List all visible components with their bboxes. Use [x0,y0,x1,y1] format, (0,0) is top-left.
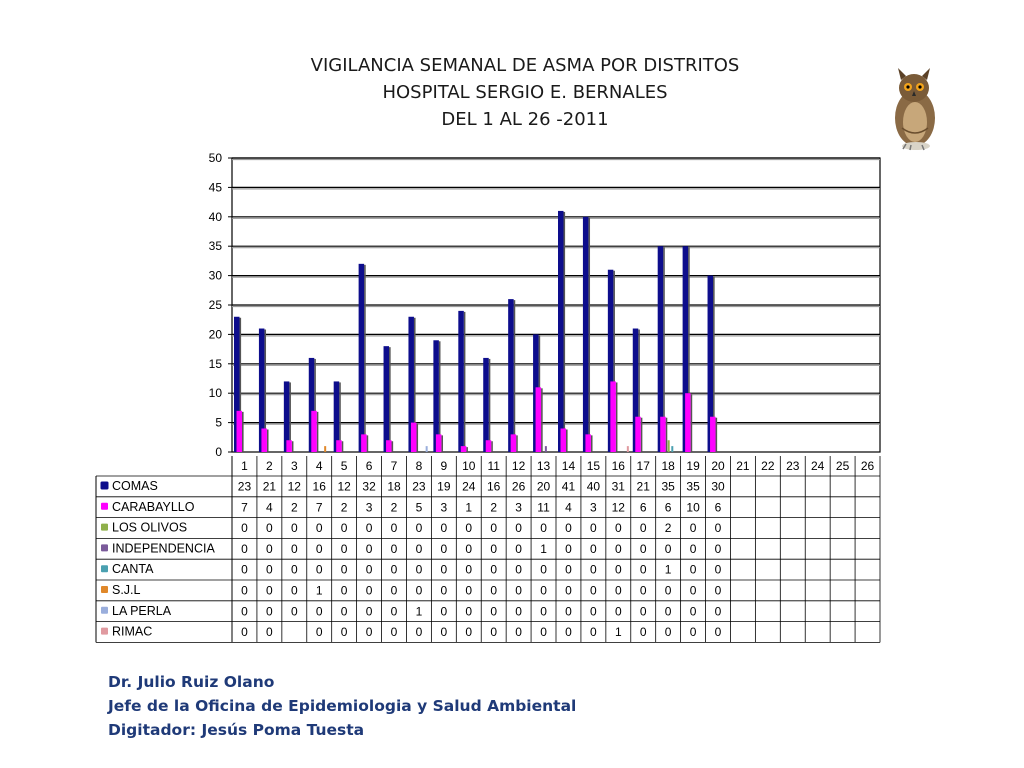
x-category-label: 8 [415,459,423,473]
table-cell-value: 0 [315,541,323,556]
table-cell-value: 0 [290,562,298,577]
table-cell-value: 0 [440,625,448,640]
data-table [96,456,880,642]
bar-comas-wk6 [359,264,365,452]
table-cell-value: 0 [590,521,597,536]
bar-carabayllo-wk14 [561,428,567,452]
y-tick-label: 10 [208,386,222,401]
bar-carabayllo-wk19 [685,393,691,452]
x-category-label: 6 [365,459,373,473]
x-category-label: 12 [511,459,526,473]
legend-swatch-rimac [101,628,108,635]
footer-digitizer: Digitador: Jesús Poma Tuesta [108,721,365,739]
y-tick-label: 30 [208,268,222,283]
table-cell-value: 1 [415,604,423,619]
table-cell-value: 0 [515,562,522,577]
legend-swatch-canta [101,565,108,572]
bar-shadow [541,388,543,452]
table-cell-value: 0 [415,625,423,640]
table-cell-value: 0 [390,604,398,619]
table-cell-value: 0 [490,541,498,556]
y-tick-label: 40 [208,209,222,224]
bar-carabayllo-wk12 [511,434,516,452]
table-cell-value: 0 [390,625,398,640]
bar-shadow [392,441,394,452]
x-category-label: 3 [290,459,298,473]
table-cell-value: 0 [565,583,572,598]
table-cell-value: 0 [714,583,722,598]
y-tick-label: 15 [208,356,222,371]
table-cell-value: 0 [689,562,697,577]
table-cell-value: 0 [714,562,722,577]
table-cell-value: 0 [515,521,522,536]
bar-shadow [441,435,443,452]
table-cell-value: 0 [590,625,597,640]
table-cell-value: 0 [590,604,597,619]
legend-swatch-s-j-l [101,586,108,593]
bar-carabayllo-wk5 [336,440,342,452]
table-cell-value: 32 [362,479,376,494]
table-cell-value: 0 [515,583,522,598]
bar-canta-wk18 [671,446,673,452]
bar-carabayllo-wk4 [311,411,317,452]
x-category-label: 5 [340,459,348,473]
table-cell-value: 0 [614,541,622,556]
x-category-label: 17 [636,459,650,473]
y-tick-label: 5 [215,415,222,430]
table-cell-value: 21 [636,479,650,494]
table-cell-value: 0 [639,604,647,619]
bar-rimac-wk16 [627,446,629,452]
bar-shadow [416,424,418,452]
table-cell-value: 0 [465,562,473,577]
table-cell-value: 0 [515,625,522,640]
table-cell-value: 0 [465,521,473,536]
table-cell-value: 0 [365,562,373,577]
bar-carabayllo-wk7 [386,440,392,452]
table-cell-value: 4 [565,500,572,515]
table-cell-value: 24 [462,479,476,494]
table-cell-value: 0 [241,562,248,577]
table-cell-value: 0 [490,583,498,598]
bar-los-olivos-wk18 [668,440,670,452]
table-cell-value: 0 [415,562,423,577]
table-cell-value: 12 [287,479,301,494]
table-cell-value: 0 [390,521,398,536]
x-category-label: 24 [811,459,825,473]
table-cell-value: 4 [266,500,273,515]
legend-label-rimac: RIMAC [112,624,153,639]
chart-title-line-2: HOSPITAL SERGIO E. BERNALES [382,82,668,103]
table-cell-value: 1 [664,562,672,577]
bar-shadow [666,418,668,452]
table-cell-value: 0 [340,583,348,598]
table-cell-value: 0 [241,604,248,619]
x-category-label: 10 [462,459,476,473]
y-tick-label: 35 [208,239,222,254]
table-cell-value: 0 [266,625,273,640]
x-category-label: 22 [761,459,775,473]
table-cell-value: 2 [290,500,298,515]
table-cell-value: 0 [664,625,672,640]
legend-label-la-perla: LA PERLA [112,603,172,618]
bar-comas-wk11 [483,358,489,452]
bar-carabayllo-wk6 [361,434,367,452]
table-cell-value: 0 [714,521,722,536]
table-cell-value: 0 [689,604,697,619]
bar-shadow [367,435,369,452]
table-cell-value: 40 [586,479,601,494]
x-category-label: 26 [860,459,875,473]
table-cell-value: 35 [686,479,700,494]
bar-comas-wk10 [458,311,464,452]
table-cell-value: 0 [664,604,672,619]
table-cell-value: 21 [262,479,277,494]
table-cell-value: 0 [614,604,622,619]
table-cell-value: 0 [565,521,572,536]
table-cell-value: 0 [565,604,572,619]
table-cell-value: 0 [340,541,348,556]
legend-label-canta: CANTA [112,562,154,577]
table-cell-value: 23 [412,479,426,494]
table-cell-value: 0 [290,583,298,598]
table-cell-value: 0 [540,562,547,577]
bar-shadow [691,394,693,452]
table-cell-value: 0 [365,625,373,640]
bar-carabayllo-wk20 [710,417,716,452]
table-cell-value: 20 [536,479,551,494]
legend-label-los-olivos: LOS OLIVOS [112,520,188,535]
table-cell-value: 2 [490,500,498,515]
table-cell-value: 0 [290,604,298,619]
bar-comas-wk15 [583,217,589,452]
table-cell-value: 0 [590,541,597,556]
table-cell-value: 0 [266,562,273,577]
x-category-label: 1 [241,459,248,473]
y-tick-label: 50 [208,151,222,165]
table-cell-value: 0 [415,541,423,556]
footer-doctor-name: Dr. Julio Ruiz Olano [108,673,275,691]
table-cell-value: 2 [664,521,672,536]
table-cell-value: 0 [540,521,547,536]
bar-shadow [292,441,294,452]
bar-shadow [466,447,468,452]
bar-carabayllo-wk8 [411,423,417,452]
bar-shadow [564,212,566,452]
bar-carabayllo-wk9 [436,434,442,452]
legend-swatch-comas [101,482,108,489]
table-cell-value: 16 [312,479,326,494]
table-cell-value: 0 [664,583,672,598]
table-cell-value: 2 [340,500,348,515]
table-cell-value: 1 [540,541,547,556]
x-category-label: 16 [611,459,625,473]
legend-label-independencia: INDEPENDENCIA [112,541,215,556]
chart-title-line-1: VIGILANCIA SEMANAL DE ASMA POR DISTRITOS [310,55,740,76]
footer-credits [108,670,576,742]
legend-label-comas: COMAS [112,479,158,493]
table-cell-value: 0 [340,604,348,619]
legend-swatch-independencia [101,544,108,551]
table-cell-value: 0 [639,562,647,577]
footer-office: Jefe de la Oficina de Epidemiologia y Salud Ambiental [108,697,577,715]
bar-carabayllo-wk13 [536,387,542,452]
table-cell-value: 41 [561,479,576,494]
table-cell-value: 0 [365,604,373,619]
table-cell-value: 12 [611,500,625,515]
bar-shadow [464,312,466,452]
x-category-label: 7 [390,459,398,473]
table-cell-value: 0 [590,583,597,598]
bar-shadow [516,435,518,452]
bar-shadow [641,418,643,452]
table-cell-value: 12 [337,479,351,494]
table-cell-value: 0 [614,521,622,536]
table-cell-value: 0 [241,625,248,640]
table-cell-value: 0 [340,562,348,577]
y-tick-label: 45 [208,180,222,195]
table-cell-value: 0 [465,604,473,619]
bar-shadow [566,429,568,452]
table-cell-value: 0 [639,625,647,640]
x-category-label: 9 [440,459,448,473]
legend-swatch-los-olivos [101,524,108,531]
table-cell-value: 0 [390,583,398,598]
table-cell-value: 0 [415,583,423,598]
table-cell-value: 0 [440,604,448,619]
y-tick-label: 25 [208,298,222,312]
table-cell-value: 0 [689,625,697,640]
bar-shadow [489,359,491,452]
table-cell-value: 3 [590,500,597,515]
table-cell-value: 0 [590,562,597,577]
bar-shadow [491,441,493,452]
table-cell-value: 0 [315,521,323,536]
bar-carabayllo-wk15 [585,434,591,452]
table-cell-value: 1 [465,500,473,515]
table-cell-value: 0 [465,625,473,640]
table-cell-value: 0 [515,541,522,556]
table-cell-value: 0 [565,625,572,640]
bar-carabayllo-wk18 [660,417,666,452]
table-cell-value: 0 [639,583,647,598]
x-category-label: 19 [686,459,700,473]
table-cell-value: 0 [465,583,473,598]
table-cell-value: 0 [440,521,448,536]
table-cell-value: 0 [440,541,448,556]
x-category-label: 13 [536,459,551,473]
table-cell-value: 6 [639,500,647,515]
table-cell-value: 3 [440,500,448,515]
table-cell-value: 0 [365,583,373,598]
table-cell-value: 0 [614,562,622,577]
table-cell-value: 7 [315,500,323,515]
table-cell-value: 0 [415,521,423,536]
table-cell-value: 0 [266,521,273,536]
bar-shadow [716,418,718,452]
table-cell-value: 6 [664,500,672,515]
table-cell-value: 0 [365,521,373,536]
bar-comas-wk12 [508,299,513,452]
bar-shadow [591,435,593,452]
table-cell-value: 11 [537,500,550,515]
table-cell-value: 0 [565,541,572,556]
table-cell-value: 0 [266,604,273,619]
table-cell-value: 0 [340,625,348,640]
table-cell-value: 0 [315,604,323,619]
legend-swatch-carabayllo [101,503,108,510]
table-cell-value: 0 [315,562,323,577]
table-cell-value: 0 [241,541,248,556]
bar-comas-wk7 [384,346,390,452]
x-category-label: 25 [835,459,850,473]
table-cell-value: 0 [664,541,672,556]
table-cell-value: 16 [487,479,501,494]
table-cell-value: 26 [511,479,526,494]
table-cell-value: 2 [390,500,398,515]
table-cell-value: 35 [661,479,675,494]
y-axis-ticks [209,151,232,459]
bar-carabayllo-wk10 [461,446,467,452]
bar-la-perla-wk8 [426,446,428,452]
legend-label-carabayllo: CARABAYLLO [112,499,195,514]
table-cell-value: 0 [365,541,373,556]
table-cell-value: 0 [540,583,547,598]
x-category-label: 21 [736,459,750,473]
bar-shadow [616,382,618,452]
table-cell-value: 0 [490,604,498,619]
table-cell-value: 0 [639,521,647,536]
bar-shadow [342,441,344,452]
x-category-label: 23 [786,459,800,473]
bar-shadow [317,412,319,452]
table-cell-value: 0 [540,604,547,619]
table-cell-value: 5 [415,500,423,515]
table-cell-value: 23 [237,479,252,494]
table-cell-value: 0 [340,521,348,536]
bar-independencia-wk13 [545,446,547,452]
x-category-label: 11 [487,459,500,473]
bar-carabayllo-wk1 [237,411,243,452]
table-cell-value: 0 [390,541,398,556]
bar-shadow [389,347,391,452]
table-cell-value: 0 [490,562,498,577]
x-category-label: 2 [266,459,273,473]
table-cell-value: 0 [689,521,697,536]
bar-carabayllo-wk2 [261,428,267,452]
table-cell-value: 30 [711,479,725,494]
table-cell-value: 3 [365,500,373,515]
table-cell-value: 0 [290,521,298,536]
grid-lines [232,158,880,452]
legend-swatch-la-perla [101,607,108,614]
table-cell-value: 0 [290,541,298,556]
x-category-label: 15 [586,459,601,473]
table-cell-value: 0 [490,625,498,640]
table-cell-value: 0 [440,583,448,598]
x-category-label: 14 [561,459,576,473]
table-cell-value: 0 [540,625,547,640]
bar-carabayllo-wk17 [635,417,641,452]
table-cell-value: 1 [614,625,622,640]
x-category-label: 18 [661,459,675,473]
y-tick-label: 20 [208,327,222,342]
table-cell-value: 0 [241,521,248,536]
table-cell-value: 0 [565,562,572,577]
x-category-label: 4 [315,459,323,473]
table-cell-value: 0 [266,541,273,556]
bar-comas-wk14 [558,211,564,452]
table-cell-value: 0 [440,562,448,577]
table-cell-value: 0 [639,541,647,556]
bar-s-j-l-wk4 [324,446,326,452]
table-cell-value: 0 [266,583,273,598]
bar-carabayllo-wk11 [486,440,492,452]
table-cell-value: 0 [689,541,697,556]
table-cell-value: 0 [714,625,722,640]
bar-carabayllo-wk3 [286,440,292,452]
bar-carabayllo-wk16 [610,381,616,452]
table-cell-value: 3 [515,500,522,515]
bar-shadow [588,218,590,452]
table-cell-value: 6 [714,500,722,515]
bar-shadow [242,412,244,452]
bar-shadow [267,429,269,452]
table-cell-value: 0 [614,583,622,598]
table-cell-value: 0 [241,583,248,598]
table-cell-value: 31 [611,479,625,494]
table-cell-value: 0 [315,625,323,640]
table-cell-value: 0 [490,521,498,536]
y-tick-label: 0 [215,445,222,459]
table-cell-value: 1 [315,583,323,598]
x-category-label: 20 [711,459,725,473]
table-cell-value: 0 [714,541,722,556]
chart-title-line-3: DEL 1 AL 26 -2011 [441,109,609,130]
table-cell-value: 10 [686,500,700,515]
table-cell-value: 0 [465,541,473,556]
table-cell-value: 19 [437,479,451,494]
table-cell-value: 7 [241,500,248,515]
table-cell-value: 0 [689,583,697,598]
table-cell-value: 0 [714,604,722,619]
legend-label-s-j-l: S.J.L [112,583,141,597]
bar-shadow [364,265,366,452]
table-cell-value: 18 [387,479,401,494]
bar-shadow [514,300,516,452]
table-cell-value: 0 [390,562,398,577]
table-cell-value: 0 [515,604,522,619]
